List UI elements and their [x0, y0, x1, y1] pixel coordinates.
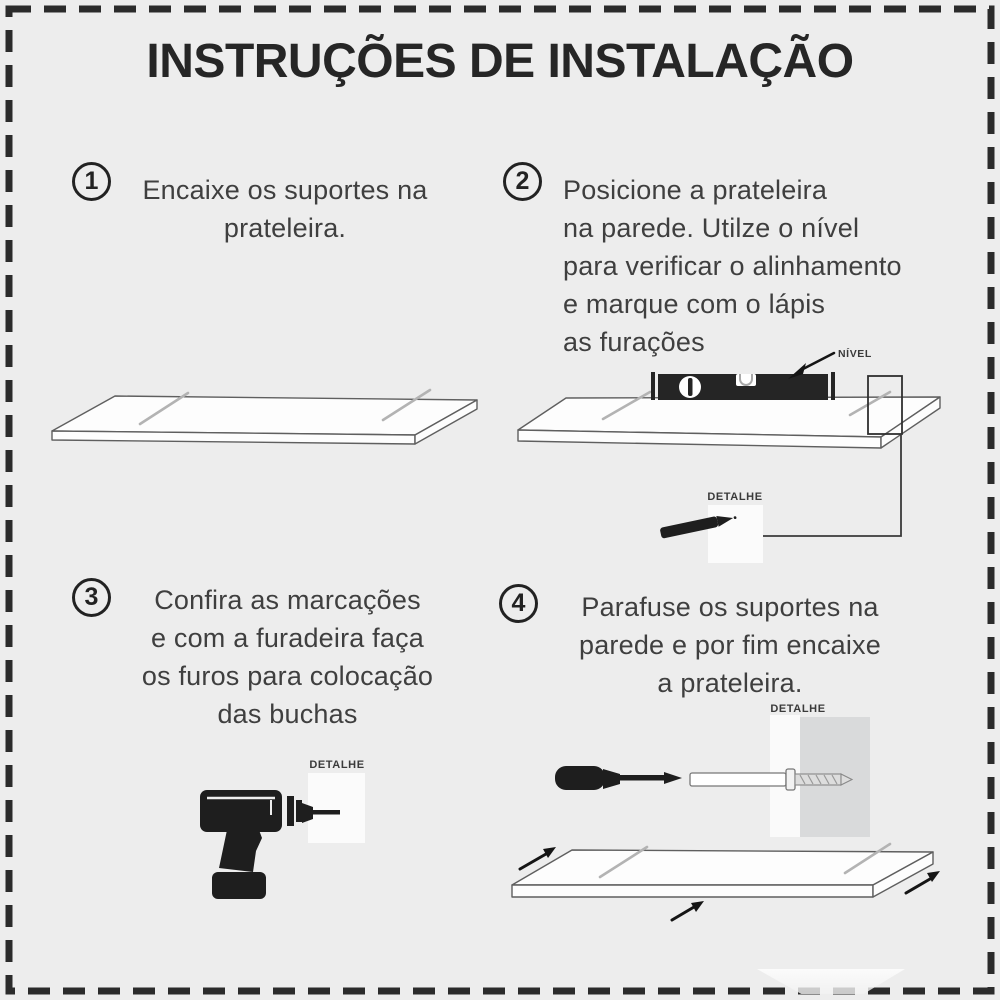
- step-4-text: [535, 588, 925, 702]
- step-text-line: das buchas: [217, 699, 358, 729]
- step-text-line: prateleira.: [223, 213, 347, 243]
- direction-arrow-icon: [672, 901, 704, 920]
- step-text-line: os furos para colocação: [141, 661, 434, 691]
- page-title: INSTRUÇÕES DE INSTALAÇÃO: [146, 35, 854, 88]
- step-number: 3: [84, 583, 99, 611]
- step-text-line: e com a furadeira faça: [150, 623, 425, 653]
- step-text-line: a prateleira.: [657, 668, 803, 698]
- step-4-number-badge: [499, 584, 538, 623]
- step-text-line: Parafuse os suportes na: [581, 592, 879, 622]
- step-2-number-badge: [503, 162, 542, 201]
- step-number: 1: [84, 167, 99, 195]
- step-text-line: as furações: [563, 327, 705, 357]
- detail-callout-box: [708, 505, 763, 563]
- step-number: 2: [515, 167, 530, 195]
- nivel-label: NÍVEL: [838, 348, 872, 360]
- step-3-text: [95, 581, 480, 733]
- step-number: 4: [511, 589, 526, 617]
- step-text-line: e marque com o lápis: [563, 289, 826, 319]
- shelf-level-illustration: [500, 340, 970, 580]
- screwdriver-icon: [555, 766, 682, 790]
- detalhe-label: DETALHE: [707, 491, 763, 503]
- detail-connector-line: [763, 434, 901, 536]
- step-text-line: Encaixe os suportes na: [142, 175, 428, 205]
- step-1-text: [110, 171, 460, 247]
- shelf-with-supports-illustration: [40, 380, 490, 460]
- step-text-line: Confira as marcações: [154, 585, 421, 615]
- step-text-line: para verificar o alinhamento: [563, 251, 902, 281]
- step-text-line: parede e por fim encaixe: [579, 630, 881, 660]
- step-1-number-badge: [72, 162, 111, 201]
- screw-and-shelf-illustration: [500, 695, 970, 935]
- detalhe-label: DETALHE: [770, 703, 826, 715]
- step-text-line: Posicione a prateleira: [563, 175, 828, 205]
- page-curl-highlight: [757, 969, 905, 994]
- detail-callout-box: [308, 773, 365, 843]
- drill-illustration: [195, 755, 380, 905]
- step-text-line: na parede. Utilze o nível: [563, 213, 860, 243]
- detalhe-label: DETALHE: [309, 759, 365, 771]
- level-icon: [651, 372, 835, 400]
- step-2-text: [563, 171, 963, 361]
